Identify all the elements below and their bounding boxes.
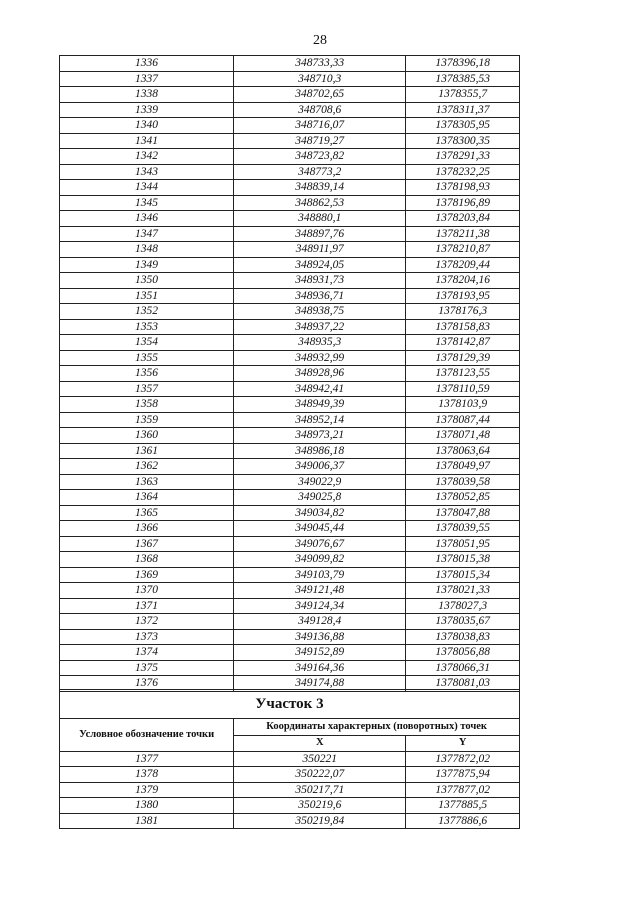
table-row <box>60 645 520 661</box>
y-coordinate: 1378110,59 <box>406 381 520 397</box>
table-row <box>60 273 520 289</box>
y-coordinate: 1377875,94 <box>406 767 520 783</box>
point-number: 1360 <box>60 428 234 444</box>
y-coordinate: 1378211,38 <box>406 226 520 242</box>
table-row <box>60 782 520 798</box>
point-number: 1336 <box>60 56 234 72</box>
y-coordinate: 1378049,97 <box>406 459 520 475</box>
point-number: 1372 <box>60 614 234 630</box>
point-number: 1357 <box>60 381 234 397</box>
table-row <box>60 304 520 320</box>
table-row <box>60 459 520 475</box>
y-coordinate: 1378038,83 <box>406 629 520 645</box>
point-number: 1345 <box>60 195 234 211</box>
y-coordinate: 1377872,02 <box>406 751 520 767</box>
point-number: 1374 <box>60 645 234 661</box>
point-number: 1367 <box>60 536 234 552</box>
table-row <box>60 536 520 552</box>
point-number: 1355 <box>60 350 234 366</box>
point-number: 1362 <box>60 459 234 475</box>
coordinates-table-section-3 <box>59 689 520 829</box>
y-coordinate: 1377885,5 <box>406 798 520 814</box>
point-number: 1368 <box>60 552 234 568</box>
table-row <box>60 211 520 227</box>
table-row <box>60 180 520 196</box>
x-coordinate: 349121,48 <box>234 583 406 599</box>
y-coordinate: 1378129,39 <box>406 350 520 366</box>
table-row <box>60 397 520 413</box>
y-coordinate: 1378158,83 <box>406 319 520 335</box>
x-coordinate: 348936,71 <box>234 288 406 304</box>
y-coordinate: 1377877,02 <box>406 782 520 798</box>
x-coordinate: 350221 <box>234 751 406 767</box>
table-row <box>60 102 520 118</box>
y-coordinate: 1378087,44 <box>406 412 520 428</box>
coordinates-table-part-1 <box>59 55 520 692</box>
y-coordinate: 1378209,44 <box>406 257 520 273</box>
y-coordinate: 1378291,33 <box>406 149 520 165</box>
y-coordinate: 1378396,18 <box>406 56 520 72</box>
x-coordinate: 350217,71 <box>234 782 406 798</box>
point-number: 1375 <box>60 660 234 676</box>
x-coordinate: 349128,4 <box>234 614 406 630</box>
table-row <box>60 366 520 382</box>
table-row <box>60 87 520 103</box>
x-coordinate: 349022,9 <box>234 474 406 490</box>
y-coordinate: 1378021,33 <box>406 583 520 599</box>
x-coordinate: 349045,44 <box>234 521 406 537</box>
y-coordinate: 1378047,88 <box>406 505 520 521</box>
x-coordinate: 349025,8 <box>234 490 406 506</box>
x-coordinate: 348938,75 <box>234 304 406 320</box>
x-coordinate: 348949,39 <box>234 397 406 413</box>
y-header: Y <box>406 736 520 752</box>
x-coordinate: 348839,14 <box>234 180 406 196</box>
point-label-header: Условное обозначение точки <box>60 719 234 752</box>
point-number: 1377 <box>60 751 234 767</box>
x-coordinate: 348924,05 <box>234 257 406 273</box>
x-coordinate: 349136,88 <box>234 629 406 645</box>
x-coordinate: 348862,53 <box>234 195 406 211</box>
y-coordinate: 1378305,95 <box>406 118 520 134</box>
y-coordinate: 1378039,55 <box>406 521 520 537</box>
x-coordinate: 349103,79 <box>234 567 406 583</box>
x-header: X <box>234 736 406 752</box>
x-coordinate: 348928,96 <box>234 366 406 382</box>
x-coordinate: 349174,88 <box>234 676 406 692</box>
x-coordinate: 349076,67 <box>234 536 406 552</box>
table-row <box>60 598 520 614</box>
point-number: 1359 <box>60 412 234 428</box>
point-number: 1348 <box>60 242 234 258</box>
point-number: 1337 <box>60 71 234 87</box>
table-row <box>60 443 520 459</box>
table-row <box>60 133 520 149</box>
x-coordinate: 348932,99 <box>234 350 406 366</box>
point-number: 1353 <box>60 319 234 335</box>
point-number: 1354 <box>60 335 234 351</box>
table-row <box>60 660 520 676</box>
y-coordinate: 1378142,87 <box>406 335 520 351</box>
y-coordinate: 1378311,37 <box>406 102 520 118</box>
y-coordinate: 1378063,64 <box>406 443 520 459</box>
x-coordinate: 348973,21 <box>234 428 406 444</box>
table-row <box>60 505 520 521</box>
y-coordinate: 1378385,53 <box>406 71 520 87</box>
table-row <box>60 242 520 258</box>
point-number: 1349 <box>60 257 234 273</box>
y-coordinate: 1378193,95 <box>406 288 520 304</box>
x-coordinate: 348708,6 <box>234 102 406 118</box>
point-number: 1340 <box>60 118 234 134</box>
y-coordinate: 1378232,25 <box>406 164 520 180</box>
point-number: 1364 <box>60 490 234 506</box>
y-coordinate: 1378355,7 <box>406 87 520 103</box>
y-coordinate: 1378081,03 <box>406 676 520 692</box>
x-coordinate: 349006,37 <box>234 459 406 475</box>
table-row <box>60 381 520 397</box>
table-row <box>60 164 520 180</box>
table-row <box>60 567 520 583</box>
y-coordinate: 1378052,85 <box>406 490 520 506</box>
section-title: Участок 3 <box>60 690 520 719</box>
x-coordinate: 348719,27 <box>234 133 406 149</box>
table-row <box>60 474 520 490</box>
y-coordinate: 1378103,9 <box>406 397 520 413</box>
table-row <box>60 195 520 211</box>
y-coordinate: 1378198,93 <box>406 180 520 196</box>
x-coordinate: 349164,36 <box>234 660 406 676</box>
y-coordinate: 1378123,55 <box>406 366 520 382</box>
y-coordinate: 1378051,95 <box>406 536 520 552</box>
point-number: 1339 <box>60 102 234 118</box>
table-row <box>60 118 520 134</box>
x-coordinate: 350219,84 <box>234 813 406 829</box>
table-row <box>60 813 520 829</box>
point-number: 1373 <box>60 629 234 645</box>
table-row <box>60 490 520 506</box>
point-number: 1366 <box>60 521 234 537</box>
x-coordinate: 349124,34 <box>234 598 406 614</box>
x-coordinate: 348937,22 <box>234 319 406 335</box>
point-number: 1379 <box>60 782 234 798</box>
point-number: 1341 <box>60 133 234 149</box>
y-coordinate: 1378035,67 <box>406 614 520 630</box>
point-number: 1346 <box>60 211 234 227</box>
point-number: 1347 <box>60 226 234 242</box>
point-number: 1343 <box>60 164 234 180</box>
x-coordinate: 349034,82 <box>234 505 406 521</box>
point-number: 1371 <box>60 598 234 614</box>
y-coordinate: 1378056,88 <box>406 645 520 661</box>
x-coordinate: 348710,3 <box>234 71 406 87</box>
x-coordinate: 348773,2 <box>234 164 406 180</box>
point-number: 1363 <box>60 474 234 490</box>
y-coordinate: 1378071,48 <box>406 428 520 444</box>
x-coordinate: 348952,14 <box>234 412 406 428</box>
point-number: 1378 <box>60 767 234 783</box>
x-coordinate: 348880,1 <box>234 211 406 227</box>
table-row <box>60 412 520 428</box>
x-coordinate: 350222,07 <box>234 767 406 783</box>
table-row <box>60 614 520 630</box>
coords-label-header: Координаты характерных (поворотных) точек <box>234 719 520 736</box>
y-coordinate: 1378204,16 <box>406 273 520 289</box>
table-row <box>60 521 520 537</box>
x-coordinate: 350219,6 <box>234 798 406 814</box>
y-coordinate: 1378039,58 <box>406 474 520 490</box>
point-number: 1369 <box>60 567 234 583</box>
x-coordinate: 348935,3 <box>234 335 406 351</box>
point-number: 1342 <box>60 149 234 165</box>
table-row <box>60 56 520 72</box>
point-number: 1380 <box>60 798 234 814</box>
point-number: 1351 <box>60 288 234 304</box>
y-coordinate: 1378066,31 <box>406 660 520 676</box>
table-row <box>60 350 520 366</box>
y-coordinate: 1378027,3 <box>406 598 520 614</box>
x-coordinate: 348942,41 <box>234 381 406 397</box>
point-number: 1356 <box>60 366 234 382</box>
point-number: 1352 <box>60 304 234 320</box>
table-row <box>60 629 520 645</box>
table-row <box>60 552 520 568</box>
table-row <box>60 71 520 87</box>
y-coordinate: 1378203,84 <box>406 211 520 227</box>
point-number: 1361 <box>60 443 234 459</box>
table-row <box>60 226 520 242</box>
point-number: 1370 <box>60 583 234 599</box>
y-coordinate: 1377886,6 <box>406 813 520 829</box>
x-coordinate: 348911,97 <box>234 242 406 258</box>
table-row <box>60 751 520 767</box>
x-coordinate: 348733,33 <box>234 56 406 72</box>
point-number: 1344 <box>60 180 234 196</box>
table-row <box>60 149 520 165</box>
table-row <box>60 767 520 783</box>
table-row <box>60 798 520 814</box>
point-number: 1338 <box>60 87 234 103</box>
y-coordinate: 1378015,38 <box>406 552 520 568</box>
table-row <box>60 288 520 304</box>
x-coordinate: 348897,76 <box>234 226 406 242</box>
x-coordinate: 348716,07 <box>234 118 406 134</box>
point-number: 1350 <box>60 273 234 289</box>
y-coordinate: 1378015,34 <box>406 567 520 583</box>
x-coordinate: 348702,65 <box>234 87 406 103</box>
x-coordinate: 349152,89 <box>234 645 406 661</box>
x-coordinate: 348723,82 <box>234 149 406 165</box>
x-coordinate: 348931,73 <box>234 273 406 289</box>
y-coordinate: 1378300,35 <box>406 133 520 149</box>
y-coordinate: 1378196,89 <box>406 195 520 211</box>
table-row <box>60 428 520 444</box>
table-row <box>60 319 520 335</box>
table-row <box>60 335 520 351</box>
point-number: 1381 <box>60 813 234 829</box>
y-coordinate: 1378176,3 <box>406 304 520 320</box>
table-row <box>60 257 520 273</box>
page-number: 28 <box>313 33 327 48</box>
point-number: 1358 <box>60 397 234 413</box>
x-coordinate: 348986,18 <box>234 443 406 459</box>
point-number: 1376 <box>60 676 234 692</box>
table-row <box>60 583 520 599</box>
point-number: 1365 <box>60 505 234 521</box>
x-coordinate: 349099,82 <box>234 552 406 568</box>
y-coordinate: 1378210,87 <box>406 242 520 258</box>
